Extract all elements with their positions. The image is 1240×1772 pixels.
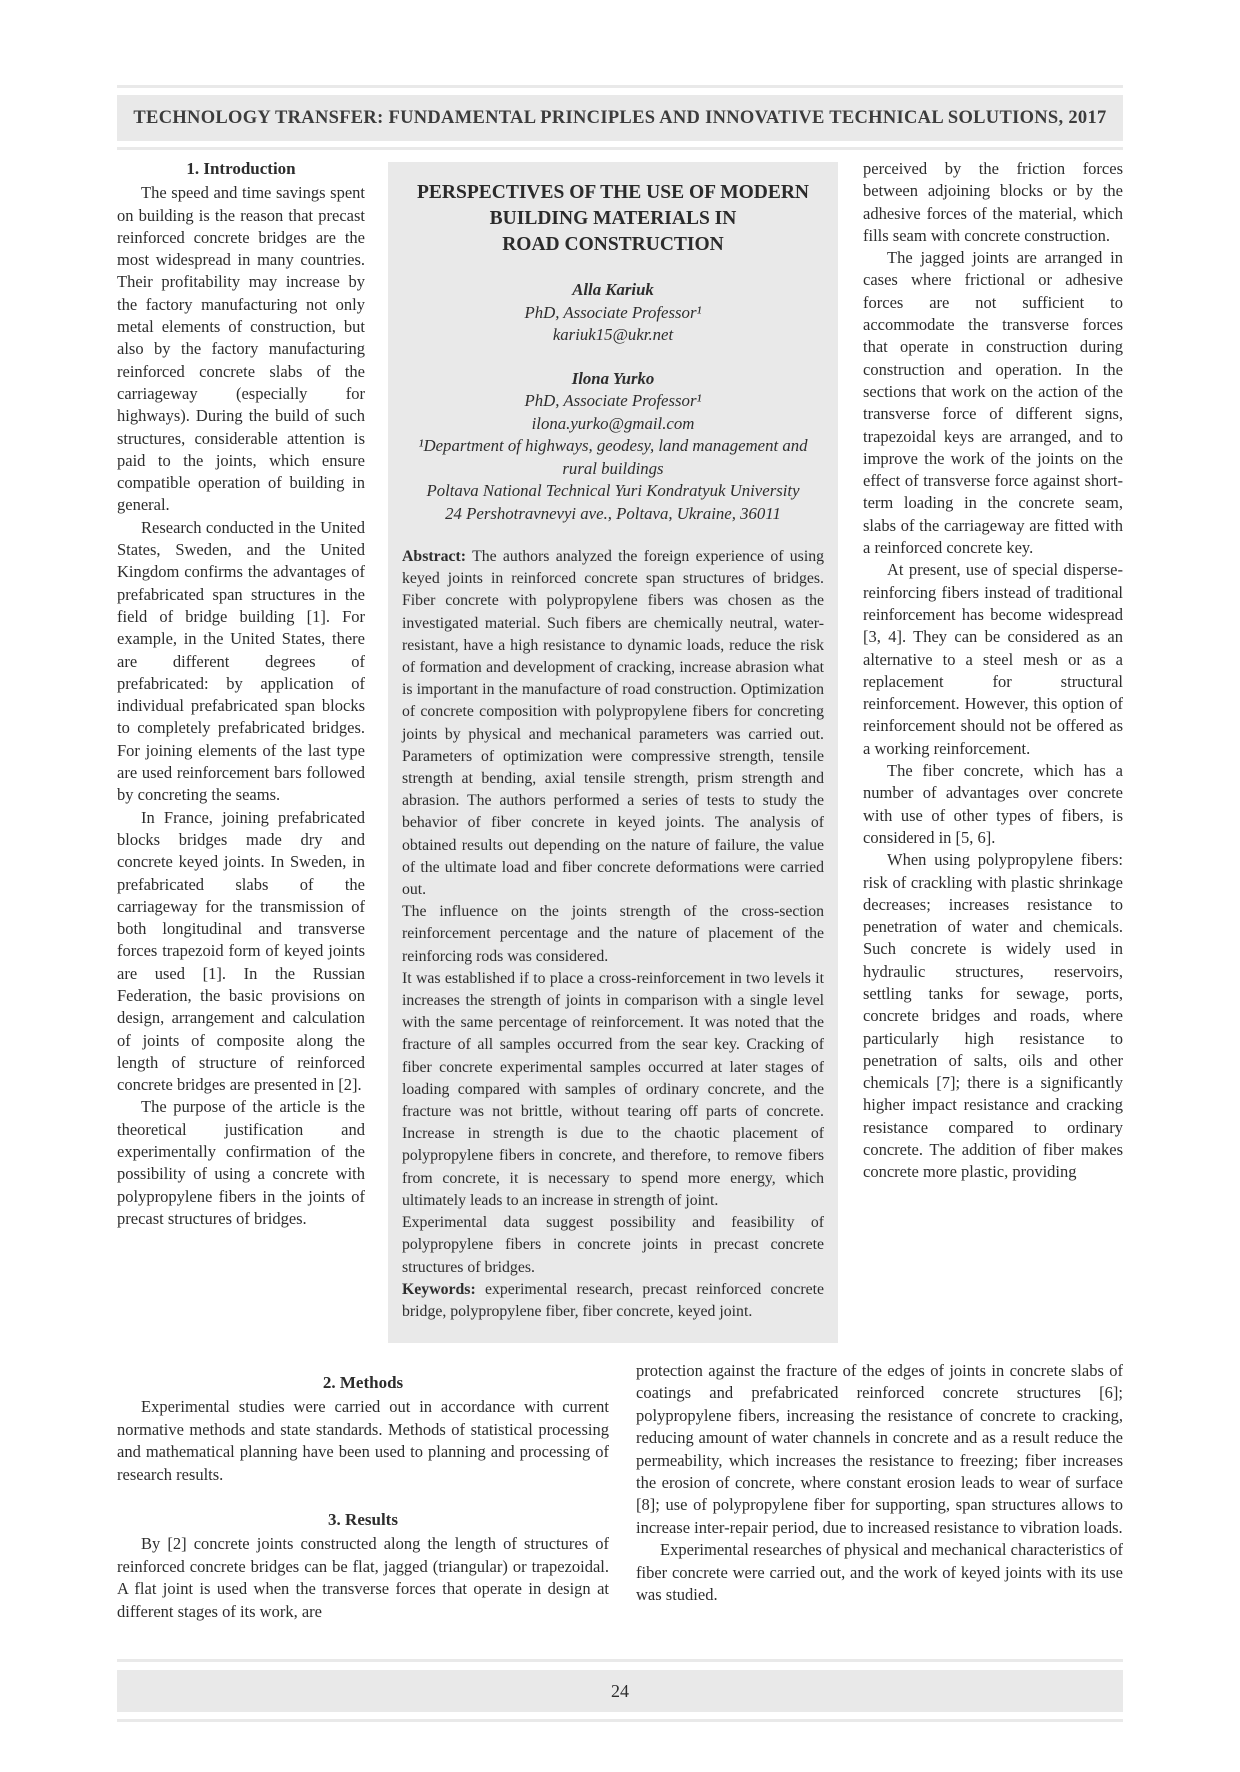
article-header-box [388, 162, 838, 1343]
affiliation-department: ¹Department of highways, geodesy, land management and rural buildings [418, 436, 808, 478]
author-email: kariuk15@ukr.net [552, 325, 674, 344]
paragraph: In France, joining prefabricated blocks bridges made dry and concrete keyed joints. In Sweden, in prefabricated slabs of the carriageway for the transmission of both longitudinal and transverse forces trapezoid form of keyed joints are used [1]. In the Russian Federation, the basic provisions on design, arrangement and calculation of joints of composite along the length of structure of reinforced concrete bridges are presented in [2]. [117, 807, 365, 1095]
paragraph: By [2] concrete joints constructed along the length of structures of reinforced concrete bridges can be flat, jagged (triangular) or trapezoidal. A flat joint is used when the transverse forces that operate in design at different stages of its work, are [117, 1534, 609, 1621]
paragraph: When using polypropylene fibers: risk of crackling with plastic shrinkage decreases; increases resistance to penetration of water and chemicals. Such concrete is widely used in hydraulic structures, reservoirs, settling tanks for sewage, ports, concrete bridges and roads, where particularly high resistance to penetration of salts, oils and other chemicals [7]; there is a significantly higher impact resistance and cracking resistance compared to ordinary concrete. The addition of fiber makes concrete more plastic, providing [863, 850, 1123, 1182]
paragraph: The influence on the joints strength of the cross-section reinforcement percentage and the nature of placement of the reinforcing rods was considered. [402, 903, 824, 965]
author-degree: PhD, Associate Professor¹ [524, 391, 702, 410]
affiliation [402, 435, 824, 525]
abstract-lead-paragraph [402, 546, 824, 901]
page-number: 24 [611, 1680, 629, 1701]
paragraph: protection against the fracture of the edges of joints in concrete slabs of coatings and prefabricated reinforced concrete structures [6]; polypropylene fibers, increasing the resistance of concrete to cracking, reducing amount of water channels in concrete and as a result reduce the permeability, which increases the resistance to freezing; fiber increases the erosion of concrete, where constant erosion leads to wear of surface [8]; use of polypropylene fiber for supporting, span structures allows to increase inter-repair period, due to increased resistance to vibration loads. [636, 1361, 1123, 1537]
intro-heading: 1. Introduction [186, 159, 296, 178]
conference-title: TECHNOLOGY TRANSFER: FUNDAMENTAL PRINCIPLES AND INNOVATIVE TECHNICAL SOLUTIONS, 2017 [133, 107, 1107, 128]
article-title-line: BUILDING MATERIALS IN [489, 208, 737, 229]
article-title [402, 180, 824, 258]
paragraph: Experimental data suggest possibility and feasibility of polypropylene fibers in concrete joints in precast concrete structures of bridges. [402, 1214, 824, 1276]
paragraph: Experimental researches of physical and mechanical characteristics of fiber concrete were carried out, and the work of keyed joints with its use was studied. [636, 1540, 1123, 1605]
methods-results-column [117, 1372, 609, 1623]
intro-paragraphs [117, 182, 365, 1230]
author-block-1 [402, 279, 824, 347]
paragraph: It was established if to place a cross-reinforcement in two levels it increases the strength of joints in comparison with a single level with the same percentage of reinforcement. It was noted that the fracture of all samples occurred from the sear key. Cracking of fiber concrete experimental samples occurred at later stages of loading compared with samples of ordinary concrete, and the fracture was not brittle, without tearing off parts of concrete. Increase in strength is due to the chaotic placement of polypropylene fibers in concrete, and therefore, to remove fibers from concrete, it is necessary to spend more energy, which ultimately leads to an increase in strength of joint. [402, 969, 824, 1209]
paragraph: Research conducted in the United States, Sweden, and the United Kingdom confirms the advantages of prefabricated span structures in the field of bridge building [1]. For example, in the United States, there are different degrees of prefabricated: by application of individual prefabricated span blocks to completely prefabricated bridges. For joining elements of the last type are used reinforcement bars followed by concreting the seams. [117, 517, 365, 805]
paragraph: The fiber concrete, which has a number of advantages over concrete with use of other types of fibers, is considered in [5, 6]. [863, 761, 1123, 847]
paragraph: The jagged joints are arranged in cases where frictional or adhesive forces are not sufficient to accommodate the transverse forces that operate in construction during construction and operation. In the sections that work on the action of the transverse force of different signs, trapezoidal keys are arranged, and to improve the work of the joints on the effect of transverse force against short-term loading in the concrete seam, slabs of the carriageway are fitted with a reinforced concrete key. [863, 248, 1123, 558]
paragraph: The purpose of the article is the theoretical justification and experimentally confirmation of the possibility of using a concrete with polypropylene fibers in the joints of precast structures of bridges. [117, 1097, 365, 1228]
keywords-paragraph [402, 1279, 824, 1323]
right-column [863, 158, 1123, 1184]
author-degree: PhD, Associate Professor¹ [524, 302, 702, 322]
article-title-line: PERSPECTIVES OF THE USE OF MODERN [416, 182, 810, 203]
footer-rule-bottom [117, 1719, 1123, 1722]
abstract [402, 546, 824, 1323]
continuation-paragraphs [636, 1360, 1123, 1606]
author-name: Ilona Yurko [571, 368, 655, 388]
paragraph: The speed and time savings spent on building is the reason that precast reinforced concrete bridges are the most widespread in many countries. Their profitability may increase by the factory manufacturing not only metal elements of construction, but also by the factory manufacturing reinforced concrete slabs of the carriageway (especially for highways). During the build of such structures, considerable attention is paid to the joints, which ensure compatible operation of building in general. [117, 183, 365, 515]
abstract-text: The authors analyzed the foreign experience of using keyed joints in reinforced concrete span structures of bridges. Fiber concrete with polypropylene fibers was chosen as the investigated material. Such fibers are chemically neutral, water-resistant, have a high resistance to dynamic loads, reduce the risk of formation and development of cracking, increase abrasion what is important in the manufacture of road construction. Optimization of concrete composition with polypropylene fibers for concreting joints by physical and mechanical parameters was carried out. Parameters of optimization were compressive strength, tensile strength at bending, axial tensile strength, prism strength and abrasion. The authors performed a series of tests to study the behavior of fiber concrete in keyed joints. The analysis of obtained results out depending on the nature of failure, the value of the ultimate load and fiber concrete deformations were carried out. [402, 548, 824, 899]
footer-band [117, 1670, 1123, 1712]
author-email: ilona.yurko@gmail.com [531, 413, 695, 433]
results-paragraphs [117, 1533, 609, 1623]
keywords-text: experimental research, precast reinforced concrete bridge, polypropylene fiber, fiber concrete, keyed joint. [402, 1280, 825, 1320]
author-block-2 [402, 368, 824, 436]
header-rule-top [117, 85, 1123, 88]
paragraph: perceived by the friction forces between adjoining blocks or by the adhesive forces of the material, which fills seam with concrete construction. [863, 159, 1123, 245]
methods-heading: 2. Methods [322, 1373, 404, 1392]
intro-column [117, 158, 365, 1230]
keywords-label: Keywords: [402, 1280, 476, 1298]
article-title-line: ROAD CONSTRUCTION [502, 234, 724, 255]
paragraph: Experimental studies were carried out in accordance with current normative methods and state standards. Methods of statistical processing and mathematical planning have been used to planning and processing of research results. [117, 1397, 609, 1484]
continuation-column [636, 1360, 1123, 1606]
header-band [117, 95, 1123, 141]
footer-rule-top [117, 1659, 1123, 1662]
abstract-label: Abstract: [402, 548, 467, 565]
paragraph: At present, use of special disperse-reinforcing fibers instead of traditional reinforcement has become widespread [3, 4]. They can be considered as an alternative to a steel mesh or as a replacement for structural reinforcement. However, this option of reinforcement should not be offered as a working reinforcement. [863, 560, 1123, 758]
right-column-paragraphs [863, 158, 1123, 1184]
affiliation-university: Poltava National Technical Yuri Kondratyuk University [426, 481, 800, 500]
methods-paragraphs [117, 1396, 609, 1486]
affiliation-address: 24 Pershotravnevyi ave., Poltava, Ukraine, 36011 [445, 503, 781, 523]
abstract-paragraphs [402, 901, 824, 1278]
author-name: Alla Kariuk [572, 280, 654, 299]
header-rule-bottom [117, 147, 1123, 150]
results-heading: 3. Results [328, 1510, 398, 1530]
